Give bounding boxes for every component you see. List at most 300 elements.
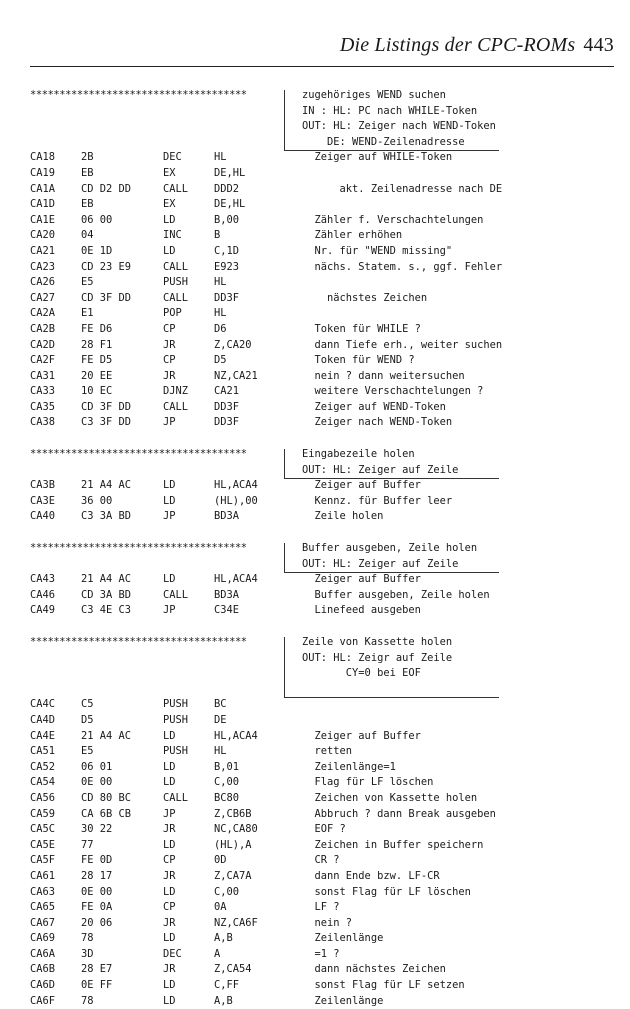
section-comment: Eingabezeile holen [302,448,415,461]
opcode-bytes: 21 A4 AC [81,729,132,742]
address: CA63 [30,885,56,898]
section-comment-row [30,135,620,151]
listing-row [30,353,620,369]
comment: nein ? dann weitersuchen [302,369,465,382]
operand: C,00 [214,776,240,789]
operand: B [214,229,221,242]
comment: Zeile holen [302,510,384,523]
mnemonic: LD [163,244,176,257]
comment: Zeilenlänge=1 [302,760,396,773]
opcode-bytes: 20 EE [81,369,113,382]
mnemonic: JR [163,823,176,836]
address: CA1E [30,213,56,226]
listing-row [30,197,620,213]
address: CA52 [30,760,56,773]
address: CA2B [30,322,56,335]
listing-row [30,588,620,604]
operand: HL [214,307,227,320]
listing-row [30,275,620,291]
section-comment-row [30,463,620,479]
section-comment: OUT: HL: Zeiger auf Zeile [302,463,459,476]
address: CA20 [30,229,56,242]
mnemonic: EX [163,166,176,179]
mnemonic: CALL [163,291,189,304]
address: CA61 [30,869,56,882]
operand: D6 [214,322,227,335]
comment: Flag für LF löschen [302,776,434,789]
comment: Kennz. für Buffer leer [302,494,453,507]
address: CA6D [30,979,56,992]
opcode-bytes: 0E 00 [81,885,113,898]
operand: (HL),00 [214,494,258,507]
section-comment-row [30,666,620,682]
opcode-bytes: 28 17 [81,869,113,882]
listing-row [30,947,620,963]
assembly-listing [30,88,620,1009]
operand: C34E [214,604,240,617]
opcode-bytes: 28 F1 [81,338,113,351]
listing-row [30,384,620,400]
operand: DDD2 [214,182,240,195]
operand: CA21 [214,385,240,398]
mnemonic: CALL [163,400,189,413]
listing-row [30,338,620,354]
listing-row [30,962,620,978]
mnemonic: JP [163,604,176,617]
listing-row [30,931,620,947]
opcode-bytes: 30 22 [81,823,113,836]
section-comment: zugehöriges WEND suchen [302,89,446,101]
section-comment-row [30,651,620,667]
operand: A [214,947,221,960]
mnemonic: LD [163,885,176,898]
operand: DD3F [214,400,240,413]
listing-row [30,166,620,182]
mnemonic: CP [163,901,176,914]
address: CA23 [30,260,56,273]
mnemonic: PUSH [163,713,189,726]
comment: CR ? [302,854,340,867]
listing-row [30,853,620,869]
listing-row [30,760,620,776]
operand: DE,HL [214,166,246,179]
operand: NZ,CA21 [214,369,258,382]
opcode-bytes: 28 E7 [81,963,113,976]
listing-row [30,572,620,588]
listing-row [30,244,620,260]
comment: Zeiger auf Buffer [302,573,421,586]
mnemonic: JR [163,963,176,976]
listing-row [30,807,620,823]
opcode-bytes: FE 0D [81,854,113,867]
operand: Z,CA54 [214,963,252,976]
section-comment-row [30,557,620,573]
opcode-bytes: CD 3F DD [81,400,132,413]
address: CA46 [30,588,56,601]
section-comment: OUT: HL: Zeigr auf Zeile [302,651,453,664]
operand: NC,CA80 [214,823,258,836]
operand: Z,CB6B [214,807,252,820]
mnemonic: PUSH [163,745,189,758]
mnemonic: CALL [163,791,189,804]
address: CA6F [30,994,56,1007]
opcode-bytes: 2B [81,151,94,164]
comment: sonst Flag für LF setzen [302,979,465,992]
listing-row [30,260,620,276]
opcode-bytes: CD 3A BD [81,588,132,601]
mnemonic: JP [163,807,176,820]
address: CA56 [30,791,56,804]
mnemonic: LD [163,776,176,789]
operand: HL,ACA4 [214,573,258,586]
section-gap [30,431,620,447]
listing-row [30,478,620,494]
section-comment-row [30,635,620,651]
section-comment: Buffer ausgeben, Zeile holen [302,542,478,555]
operand: BC80 [214,791,240,804]
operand: B,00 [214,213,240,226]
mnemonic: LD [163,213,176,226]
comment: dann Tiefe erh., weiter suchen [302,338,503,351]
listing-row [30,744,620,760]
mnemonic: POP [163,307,182,320]
column-divider [284,543,285,572]
mnemonic: LD [163,729,176,742]
opcode-bytes: 78 [81,932,94,945]
section-comment: DE: WEND-Zeilenadresse [302,135,465,148]
section-comment: OUT: HL: Zeiger auf Zeile [302,557,459,570]
section-comment: CY=0 bei EOF [302,667,421,680]
address: CA69 [30,932,56,945]
opcode-bytes: 06 00 [81,213,113,226]
page-header [340,34,614,57]
address: CA26 [30,276,56,289]
comment: Token für WEND ? [302,354,415,367]
listing-row [30,916,620,932]
operand: DE,HL [214,198,246,211]
comment-header-rule [284,697,499,698]
comment: Zeiger nach WEND-Token [302,416,453,429]
operand: HL [214,151,227,164]
opcode-bytes: E5 [81,276,94,289]
mnemonic: PUSH [163,698,189,711]
mnemonic: LD [163,994,176,1007]
opcode-bytes: CA 6B CB [81,807,132,820]
address: CA2D [30,338,56,351]
opcode-bytes: 21 A4 AC [81,573,132,586]
listing-row [30,509,620,525]
address: CA1D [30,198,56,211]
separator-stars: ************************************* [30,542,247,555]
opcode-bytes: 3D [81,947,94,960]
listing-row [30,697,620,713]
listing-section [30,635,620,1009]
opcode-bytes: C3 3F DD [81,416,132,429]
address: CA67 [30,916,56,929]
listing-row [30,900,620,916]
operand: C,FF [214,979,240,992]
comment: Zähler erhöhen [302,229,403,242]
section-comment-row [30,88,620,104]
address: CA3E [30,494,56,507]
separator-stars: ************************************* [30,89,247,101]
opcode-bytes: 10 EC [81,385,113,398]
listing-row [30,838,620,854]
operand: Z,CA20 [214,338,252,351]
operand: DE [214,713,227,726]
listing-row [30,494,620,510]
address: CA54 [30,776,56,789]
address: CA19 [30,166,56,179]
operand: HL [214,745,227,758]
operand: HL [214,276,227,289]
comment: Zähler f. Verschachtelungen [302,213,484,226]
operand: 0A [214,901,227,914]
mnemonic: DJNZ [163,385,189,398]
operand: C,00 [214,885,240,898]
operand: HL,ACA4 [214,479,258,492]
opcode-bytes: FE 0A [81,901,113,914]
separator-stars: ************************************* [30,636,247,648]
mnemonic: PUSH [163,276,189,289]
opcode-bytes: 77 [81,838,94,851]
address: CA6B [30,963,56,976]
section-gap [30,619,620,635]
listing-row [30,369,620,385]
section-comment-row [30,119,620,135]
comment: retten [302,745,353,758]
listing-row [30,869,620,885]
opcode-bytes: 78 [81,994,94,1007]
address: CA2F [30,354,56,367]
address: CA1A [30,182,56,195]
opcode-bytes: FE D6 [81,322,113,335]
address: CA4E [30,729,56,742]
opcode-bytes: 06 01 [81,760,113,773]
comment: Linefeed ausgeben [302,604,421,617]
operand: BD3A [214,588,240,601]
opcode-bytes: EB [81,198,94,211]
comment: nächs. Statem. s., ggf. Fehler [302,260,503,273]
operand: 0D [214,854,227,867]
comment: sonst Flag für LF löschen [302,885,471,898]
address: CA33 [30,385,56,398]
comment: dann nächstes Zeichen [302,963,446,976]
mnemonic: CP [163,322,176,335]
comment: Buffer ausgeben, Zeile holen [302,588,490,601]
listing-row [30,291,620,307]
operand: D5 [214,354,227,367]
comment-header-rule [284,150,499,151]
comment: nein ? [302,916,353,929]
opcode-bytes: CD 23 E9 [81,260,132,273]
column-divider [284,449,285,478]
opcode-bytes: C3 4E C3 [81,604,132,617]
mnemonic: DEC [163,151,182,164]
opcode-bytes: FE D5 [81,354,113,367]
section-comment: Zeile von Kassette holen [302,636,453,648]
operand: A,B [214,994,233,1007]
mnemonic: LD [163,979,176,992]
opcode-bytes: C5 [81,698,94,711]
mnemonic: JR [163,916,176,929]
mnemonic: CALL [163,588,189,601]
comment: EOF ? [302,823,346,836]
comment: Zeiger auf Buffer [302,729,421,742]
opcode-bytes: CD 3F DD [81,291,132,304]
opcode-bytes: EB [81,166,94,179]
opcode-bytes: 21 A4 AC [81,479,132,492]
comment: Abbruch ? dann Break ausgeben [302,807,496,820]
operand: Z,CA7A [214,869,252,882]
listing-row [30,775,620,791]
column-divider [284,637,285,697]
listing-row [30,978,620,994]
comment: =1 ? [302,947,340,960]
column-divider [284,90,285,150]
mnemonic: CALL [163,182,189,195]
comment: LF ? [302,901,340,914]
operand: BD3A [214,510,240,523]
address: CA35 [30,400,56,413]
address: CA3B [30,479,56,492]
comment: Zeiger auf WHILE-Token [302,151,453,164]
comment: Token für WHILE ? [302,322,421,335]
address: CA5E [30,838,56,851]
listing-row [30,822,620,838]
comment-header-rule [284,478,499,479]
mnemonic: LD [163,479,176,492]
operand: NZ,CA6F [214,916,258,929]
address: CA18 [30,151,56,164]
opcode-bytes: E5 [81,745,94,758]
operand: B,01 [214,760,240,773]
mnemonic: JR [163,869,176,882]
mnemonic: LD [163,838,176,851]
address: CA4C [30,698,56,711]
listing-row [30,400,620,416]
mnemonic: INC [163,229,182,242]
mnemonic: LD [163,494,176,507]
operand: C,1D [214,244,240,257]
address: CA5F [30,854,56,867]
opcode-bytes: 36 00 [81,494,113,507]
listing-row [30,322,620,338]
listing-section [30,541,620,619]
opcode-bytes: 04 [81,229,94,242]
mnemonic: CALL [163,260,189,273]
operand: HL,ACA4 [214,729,258,742]
mnemonic: JP [163,510,176,523]
listing-row [30,994,620,1009]
mnemonic: LD [163,760,176,773]
listing-row [30,603,620,619]
comment: Zeiger auf Buffer [302,479,421,492]
section-comment-row [30,447,620,463]
listing-row [30,713,620,729]
comment: Zeilenlänge [302,932,384,945]
header-rule [30,66,614,67]
address: CA43 [30,573,56,586]
address: CA31 [30,369,56,382]
address: CA2A [30,307,56,320]
mnemonic: JR [163,369,176,382]
address: CA40 [30,510,56,523]
listing-row [30,885,620,901]
opcode-bytes: C3 3A BD [81,510,132,523]
opcode-bytes: D5 [81,713,94,726]
section-gap [30,525,620,541]
address: CA59 [30,807,56,820]
listing-row [30,306,620,322]
operand: DD3F [214,416,240,429]
mnemonic: DEC [163,947,182,960]
blank-row [30,682,620,698]
section-comment-row [30,104,620,120]
address: CA27 [30,291,56,304]
comment: Nr. für "WEND missing" [302,244,453,257]
address: CA21 [30,244,56,257]
opcode-bytes: 0E 1D [81,244,113,257]
address: CA49 [30,604,56,617]
section-comment: OUT: HL: Zeiger nach WEND-Token [302,120,496,133]
address: CA51 [30,745,56,758]
listing-row [30,729,620,745]
comment: Zeilenlänge [302,994,384,1007]
mnemonic: JR [163,338,176,351]
mnemonic: EX [163,198,176,211]
listing-section [30,88,620,431]
mnemonic: LD [163,573,176,586]
section-comment-row [30,541,620,557]
operand: BC [214,698,227,711]
opcode-bytes: CD D2 DD [81,182,132,195]
comment: Zeichen von Kassette holen [302,791,478,804]
comment: Zeichen in Buffer speichern [302,838,484,851]
opcode-bytes: 20 06 [81,916,113,929]
comment: weitere Verschachtelungen ? [302,385,484,398]
listing-row [30,415,620,431]
operand: (HL),A [214,838,252,851]
listing-row [30,213,620,229]
opcode-bytes: E1 [81,307,94,320]
opcode-bytes: CD 80 BC [81,791,132,804]
mnemonic: CP [163,854,176,867]
mnemonic: CP [163,354,176,367]
listing-section [30,447,620,525]
page-number: 443 [583,34,614,56]
address: CA38 [30,416,56,429]
comment-header-rule [284,572,499,573]
opcode-bytes: 0E 00 [81,776,113,789]
operand: DD3F [214,291,240,304]
address: CA65 [30,901,56,914]
opcode-bytes: 0E FF [81,979,113,992]
comment: akt. Zeilenadresse nach DE [302,182,503,195]
section-comment: IN : HL: PC nach WHILE-Token [302,104,478,117]
listing-row [30,228,620,244]
operand: E923 [214,260,240,273]
address: CA6A [30,947,56,960]
mnemonic: JP [163,416,176,429]
comment: nächstes Zeichen [302,291,428,304]
listing-row [30,791,620,807]
address: CA4D [30,713,56,726]
mnemonic: LD [163,932,176,945]
address: CA5C [30,823,56,836]
comment: dann Ende bzw. LF-CR [302,869,440,882]
listing-row [30,182,620,198]
